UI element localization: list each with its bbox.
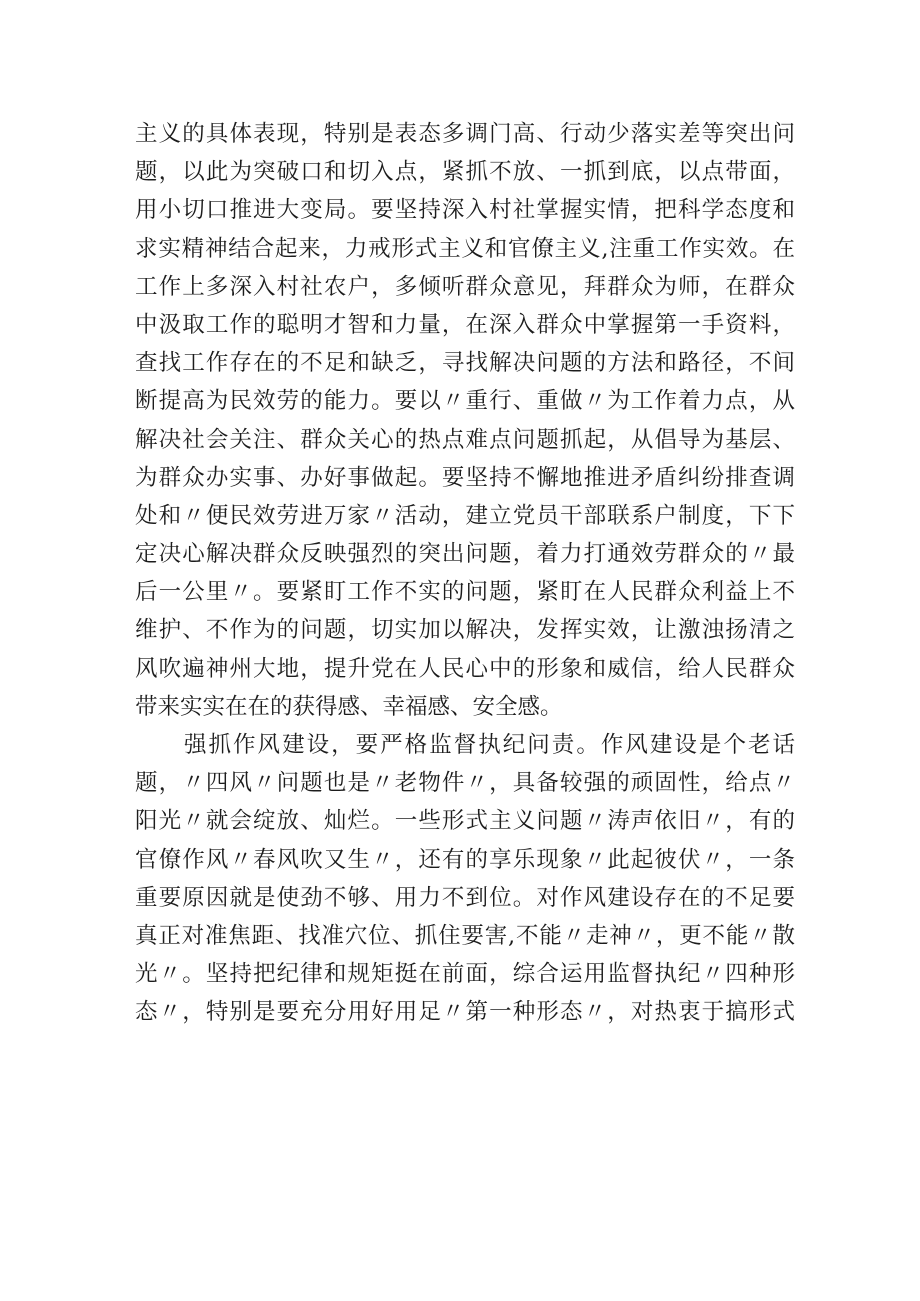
document-body bbox=[135, 115, 795, 1032]
text-line: 题，〃四风〃问题也是〃老物件〃，具备较强的顽固性，给点〃 bbox=[135, 770, 795, 797]
text-line: 态〃，特别是要充分用好用足〃第一种形态〃，对热衷于搞形式 bbox=[135, 999, 795, 1026]
text-line: 风吹遍神州大地，提升党在人民心中的形象和威信，给人民群众 bbox=[135, 655, 795, 682]
paragraph-1 bbox=[135, 115, 795, 726]
text-line: 带来实实在在的获得感、幸福感、安全感。 bbox=[135, 693, 563, 720]
text-line: 中汲取工作的聪明才智和力量，在深入群众中掌握第一手资料， bbox=[135, 311, 795, 338]
text-line: 为群众办实事、办好事做起。要坚持不懈地推进矛盾纠纷排查调 bbox=[135, 464, 795, 491]
text-line: 求实精神结合起来，力戒形式主义和官僚主义,注重工作实效。在 bbox=[135, 235, 795, 262]
text-line: 断提高为民效劳的能力。要以〃重行、重做〃为工作着力点，从 bbox=[135, 388, 795, 415]
text-line: 主义的具体表现，特别是表态多调门高、行动少落实差等突出问 bbox=[135, 121, 795, 147]
text-line: 重要原因就是使劲不够、用力不到位。对作风建设存在的不足要 bbox=[135, 884, 795, 911]
text-line: 强抓作风建设，要严格监督执纪问责。作风建设是个老话 bbox=[184, 732, 795, 758]
text-line: 光〃。坚持把纪律和规矩挺在前面，综合运用监督执纪〃四种形 bbox=[135, 961, 795, 988]
text-line: 工作上多深入村社农户，多倾听群众意见，拜群众为师，在群众 bbox=[135, 273, 795, 300]
text-line: 维护、不作为的问题，切实加以解决，发挥实效，让激浊扬清之 bbox=[135, 617, 795, 644]
text-line: 真正对准焦距、找准穴位、抓住要害,不能〃走神〃，更不能〃散 bbox=[135, 922, 795, 949]
text-line: 后一公里〃。要紧盯工作不实的问题，紧盯在人民群众利益上不 bbox=[135, 579, 795, 606]
text-line: 解决社会关注、群众关心的热点难点问题抓起，从倡导为基层、 bbox=[135, 426, 795, 453]
paragraph-2 bbox=[135, 726, 795, 1032]
text-line: 官僚作风〃春风吹又生〃，还有的享乐现象〃此起彼伏〃，一条 bbox=[135, 846, 795, 873]
text-line: 阳光〃就会绽放、灿烂。一些形式主义问题〃涛声依旧〃，有的 bbox=[135, 808, 795, 835]
text-line: 处和〃便民效劳进万家〃活动，建立党员干部联系户制度，下下 bbox=[135, 502, 795, 529]
text-line: 用小切口推进大变局。要坚持深入村社掌握实情，把科学态度和 bbox=[135, 197, 795, 224]
text-line: 题，以此为突破口和切入点，紧抓不放、一抓到底，以点带面， bbox=[135, 159, 795, 186]
text-line: 查找工作存在的不足和缺乏，寻找解决问题的方法和路径，不间 bbox=[135, 350, 795, 377]
text-line: 定决心解决群众反映强烈的突出问题，着力打通效劳群众的〃最 bbox=[135, 541, 795, 568]
